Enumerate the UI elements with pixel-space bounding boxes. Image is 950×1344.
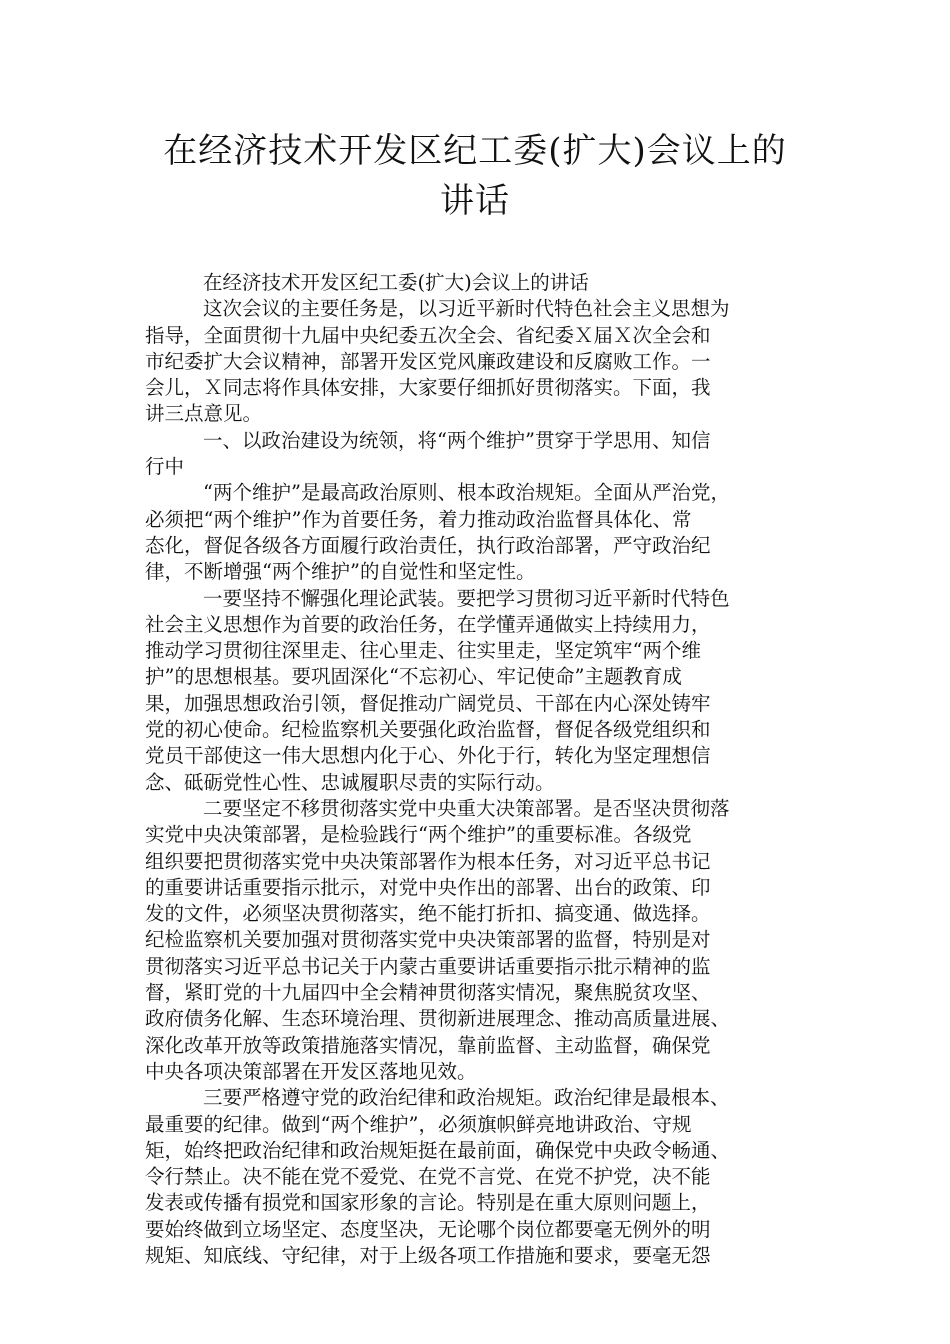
body-line: 组织要把贯彻落实党中央决策部署作为根本任务，对习近平总书记: [145, 849, 711, 873]
body-line: 发表或传播有损党和国家形象的言论。特别是在重大原则问题上，: [145, 1191, 711, 1215]
body-line: 矩，始终把政治纪律和政治规矩挺在最前面，确保党中央政令畅通、: [145, 1138, 731, 1162]
body-line: 在经济技术开发区纪工委(扩大)会议上的讲话: [203, 271, 589, 294]
body-line: 最重要的纪律。做到“两个维护”，必须旗帜鲜亮地讲政治、守规: [145, 1112, 692, 1136]
body-line: 护”的思想根基。要巩固深化“不忘初心、牢记使命”主题教育成: [145, 665, 682, 689]
body-line: 三要严格遵守党的政治纪律和政治规矩。政治纪律是最根本、: [203, 1086, 730, 1110]
body-line: 纪检监察机关要加强对贯彻落实党中央决策部署的监督，特别是对: [145, 928, 711, 952]
body-line: 党员干部使这一伟大思想内化于心、外化于行，转化为坚定理想信: [145, 744, 711, 768]
body-line: 一要坚持不懈强化理论武装。要把学习贯彻习近平新时代特色: [203, 586, 730, 610]
body-line: 贯彻落实习近平总书记关于内蒙古重要讲话重要指示批示精神的监: [145, 954, 711, 978]
body-line: 会儿，Ｘ同志将作具体安排，大家要仔细抓好贯彻落实。下面，我: [145, 376, 711, 400]
body-line: 二要坚定不移贯彻落实党中央重大决策部署。是否坚决贯彻落: [203, 796, 730, 820]
body-line: 社会主义思想作为首要的政治任务，在学懂弄通做实上持续用力，: [145, 612, 711, 636]
body-line: 党的初心使命。纪检监察机关要强化政治监督，督促各级党组织和: [145, 718, 711, 742]
body-line: 令行禁止。决不能在党不爱党、在党不言党、在党不护党，决不能: [145, 1165, 711, 1189]
body-line: 这次会议的主要任务是，以习近平新时代特色社会主义思想为: [203, 297, 730, 321]
body-line: 念、砥砺党性心性、忠诚履职尽责的实际行动。: [145, 770, 555, 794]
body-line: 讲三点意见。: [145, 402, 263, 426]
body-line: 果，加强思想政治引领，督促推动广阔党员、干部在内心深处铸牢: [145, 691, 711, 715]
body-line: 中央各项决策部署在开发区落地见效。: [145, 1059, 477, 1083]
body-line: 推动学习贯彻往深里走、往心里走、往实里走，坚定筑牢“两个维: [145, 639, 701, 663]
body-line: “两个维护”是最高政治原则、根本政治规矩。全面从严治党，: [203, 481, 730, 505]
body-line: 的重要讲话重要指示批示，对党中央作出的部署、出台的政策、印: [145, 875, 711, 899]
body-line: 要始终做到立场坚定、态度坚决，无论哪个岗位都要毫无例外的明: [145, 1217, 711, 1241]
body-line: 律，不断增强“两个维护”的自觉性和坚定性。: [145, 560, 536, 584]
body-line: 行中: [145, 455, 185, 479]
body-line: 政府债务化解、生态环境治理、贯彻新进展理念、推动高质量进展、: [145, 1007, 731, 1031]
body-line: 实党中央决策部署，是检验践行“两个维护”的重要标准。各级党: [145, 823, 692, 847]
title-line-2: 讲话: [440, 181, 510, 221]
body-line: 必须把“两个维护”作为首要任务，着力推动政治监督具体化、常: [145, 507, 692, 531]
body-line: 市纪委扩大会议精神，部署开发区党风廉政建设和反腐败工作。一: [145, 349, 711, 373]
body-line: 指导，全面贯彻十九届中央纪委五次全会、省纪委Ｘ届Ｘ次全会和: [145, 323, 711, 347]
document-body: [145, 270, 817, 1269]
document-title: [90, 126, 860, 226]
body-line: 规矩、知底线、守纪律，对于上级各项工作措施和要求，要毫无怨: [145, 1243, 711, 1267]
body-line: 一、以政治建设为统领，将“两个维护”贯穿于学思用、知信: [203, 428, 711, 452]
body-line: 发的文件，必须坚决贯彻落实，绝不能打折扣、搞变通、做选择。: [145, 902, 711, 926]
body-line: 态化，督促各级各方面履行政治责任，执行政治部署，严守政治纪: [145, 533, 711, 557]
body-line: 深化改革开放等政策措施落实情况，靠前监督、主动监督，确保党: [145, 1033, 711, 1057]
title-line-1: 在经济技术开发区纪工委(扩大)会议上的: [163, 131, 787, 171]
body-line: 督，紧盯党的十九届四中全会精神贯彻落实情况，聚焦脱贫攻坚、: [145, 981, 711, 1005]
